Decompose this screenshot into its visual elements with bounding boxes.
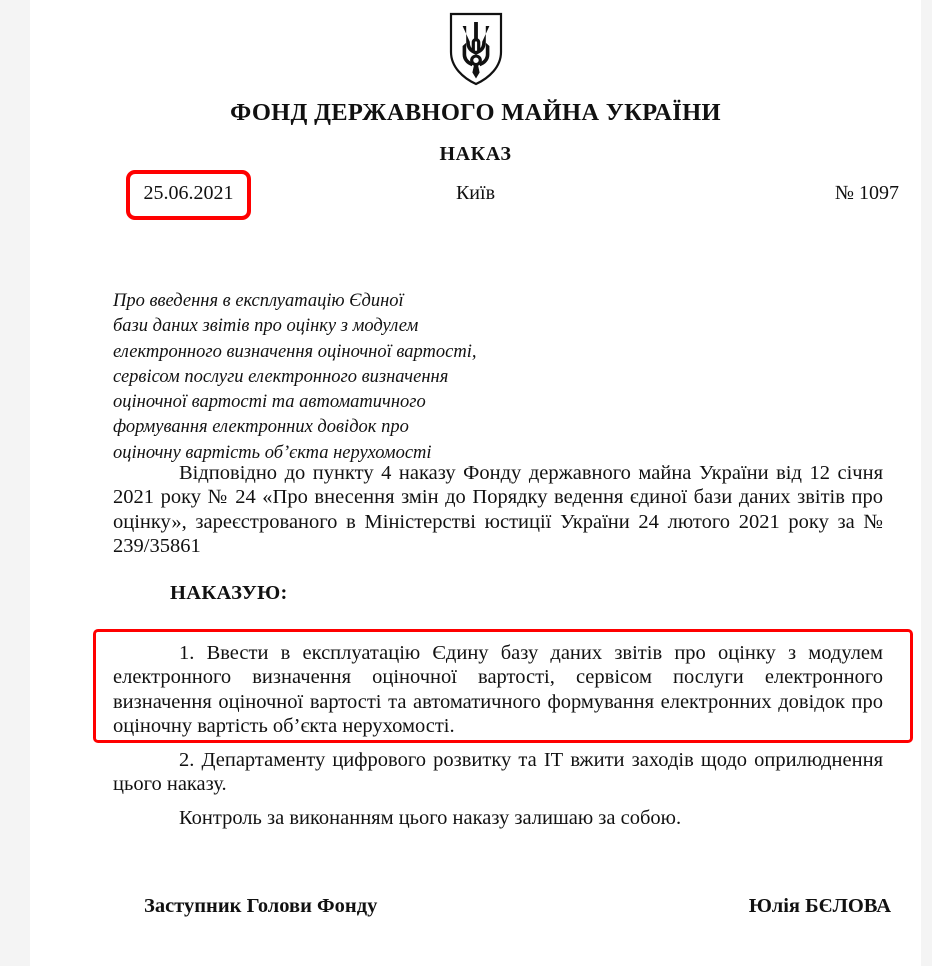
document-city: Київ: [455, 182, 496, 204]
document-meta-row: [30, 182, 921, 216]
subject-line: оціночну вартість об’єкта нерухомості: [113, 442, 432, 463]
subject-line: Про введення в експлуатацію Єдиної: [113, 291, 404, 311]
order-item-1: 1. Ввести в експлуатацію Єдину базу даних звітів про оцінку з модулем електронного визначення оціночної вартості, сервісом послуги електронного визначення оціночної вартості та автоматичного формування електронних довідок про оціночну вартість об’єкта нерухомості.: [113, 642, 883, 737]
preamble-paragraph: Відповідно до пункту 4 наказу Фонду державного майна України від 12 січня 2021 року № 24 «Про внесення змін до Порядку ведення єдиної бази даних звітів про оцінку», зареєстрованого в Міністерстві юстиції України 24 лютого 2021 року за № 239/35861: [113, 462, 883, 557]
signer-name: Юлія БЄЛОВА: [748, 895, 891, 917]
subject-line: сервісом послуги електронного визначення: [113, 366, 449, 387]
signer-position: Заступник Голови Фонду: [144, 895, 378, 917]
subject-line: оціночної вартості та автоматичного: [113, 392, 426, 413]
signature-block: [113, 895, 891, 921]
document-page: [30, 0, 921, 966]
order-item-2: 2. Департаменту цифрового розвитку та ІТ вжити заходів щодо оприлюднення цього наказу.: [113, 749, 883, 796]
subject-line: формування електронних довідок про: [113, 417, 409, 438]
organization-title: ФОНД ДЕРЖАВНОГО МАЙНА УКРАЇНИ: [230, 99, 721, 126]
emblem-container: [30, 12, 921, 91]
ukraine-trident-coat-of-arms-icon: [449, 12, 503, 86]
subject-line: бази даних звітів про оцінку з модулем: [113, 316, 419, 337]
control-note: Контроль за виконанням цього наказу залишаю за собою.: [179, 807, 682, 829]
document-subject-block: [113, 289, 533, 466]
document-date: 25.06.2021: [143, 182, 234, 204]
subject-line: електронного визначення оціночної вартості,: [113, 341, 477, 362]
document-number: № 1097: [834, 182, 899, 204]
document-kind-title: НАКАЗ: [439, 143, 512, 165]
order-keyword: НАКАЗУЮ:: [170, 582, 288, 604]
